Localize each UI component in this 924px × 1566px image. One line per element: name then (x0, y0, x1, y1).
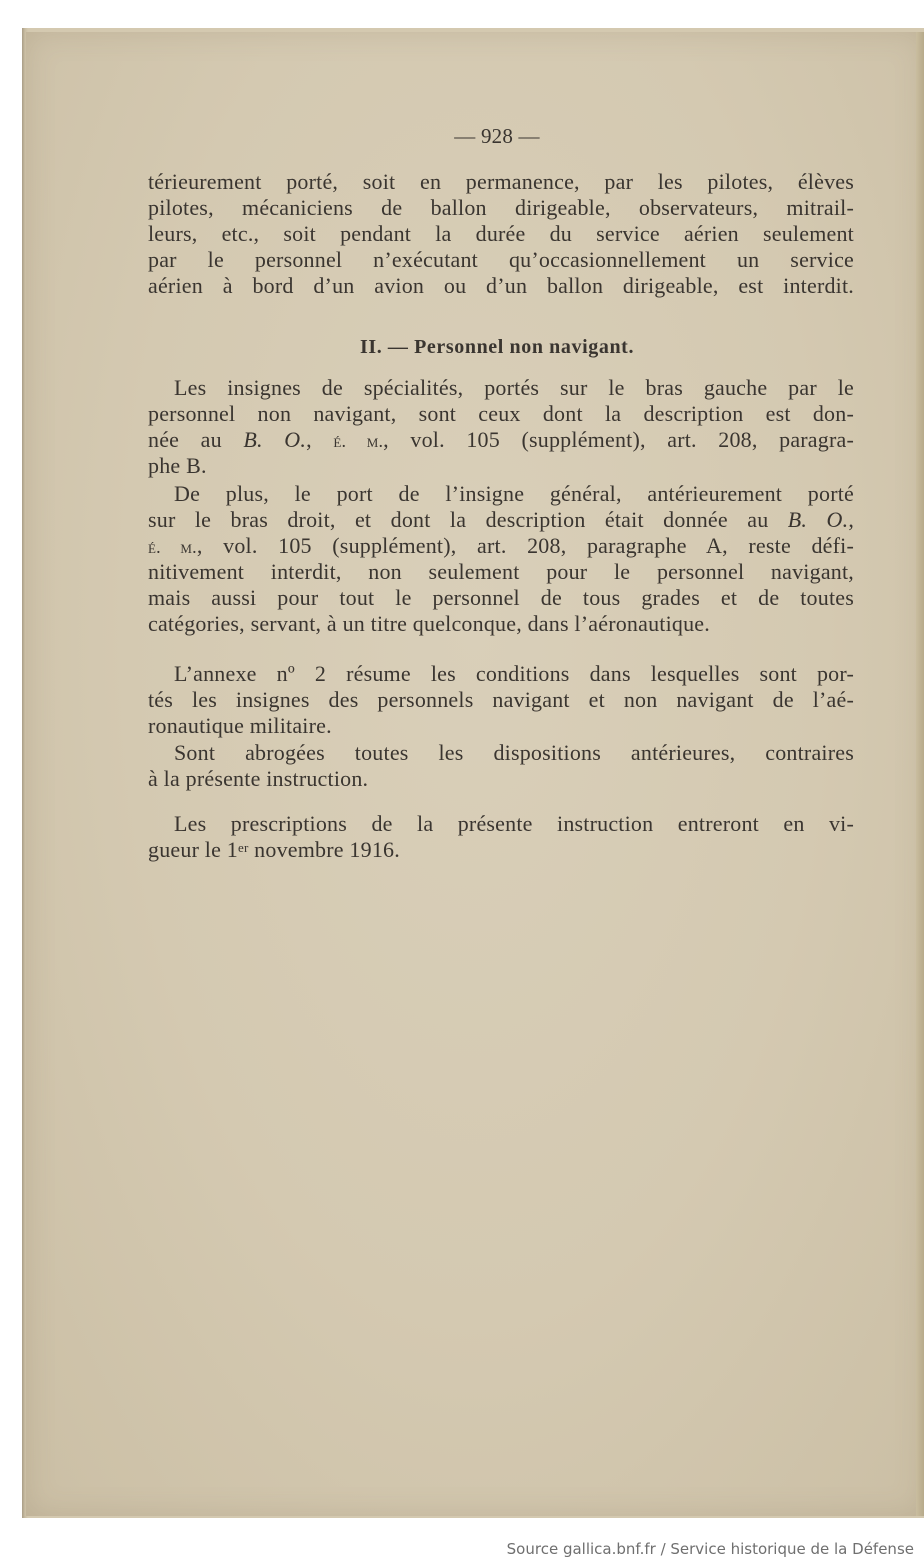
text-fragment: née au (148, 427, 244, 452)
text-line: aérien à bord d’un avion ou d’un ballon dirigeable, est interdit. (148, 273, 854, 298)
text-line (148, 837, 854, 863)
paragraph-4 (148, 661, 854, 739)
text-fragment: gueur le 1 (148, 837, 238, 862)
text-line: catégories, servant, à un titre quelconque, dans l’aéronautique. (148, 611, 710, 636)
text-line: par le personnel n’exécutant qu’occasionnellement un service (148, 247, 854, 272)
text-line (148, 507, 854, 533)
text-line: nitivement interdit, non seulement pour le personnel navigant, (148, 559, 854, 584)
bulletin-ref: B. O. (243, 427, 307, 452)
page-number: — 928 — (454, 124, 540, 148)
text-line: tés les insignes des personnels navigant et non navigant de l’aé- (148, 687, 854, 712)
text-fragment: novembre 1916. (248, 837, 400, 862)
text-line: Sont abrogées toutes les dispositions antérieures, contraires (174, 740, 854, 765)
text-line: L’annexe nº 2 résume les conditions dans lesquelles sont por- (174, 661, 854, 686)
text-fragment: sur le bras droit, et dont la description était donnée au (148, 507, 788, 532)
bulletin-ref: B. O. (787, 507, 849, 532)
text-line: ronautique militaire. (148, 713, 332, 738)
section-heading: II. — Personnel non navigant. (359, 336, 635, 358)
text-line (148, 533, 854, 559)
paragraph-5 (148, 740, 854, 792)
paragraph-3 (148, 481, 854, 637)
text-fragment: , (848, 507, 855, 532)
paragraph-6 (148, 811, 854, 863)
text-line: De plus, le port de l’insigne général, antérieurement porté (174, 481, 854, 506)
em-ref: é. m. (333, 431, 384, 451)
text-line: personnel non navigant, sont ceux dont la description est don- (148, 401, 854, 426)
text-line: térieurement porté, soit en permanence, par les pilotes, élèves (148, 169, 854, 194)
text-fragment: , (306, 427, 334, 452)
text-line: à la présente instruction. (148, 766, 369, 791)
em-ref: é. m. (148, 537, 197, 557)
paragraph-2 (148, 375, 854, 479)
ordinal-superscript: er (237, 840, 249, 855)
text-line: Les insignes de spécialités, portés sur le bras gauche par le (174, 375, 854, 400)
text-line: phe B. (148, 453, 207, 478)
text-line: leurs, etc., soit pendant la durée du service aérien seulement (148, 221, 854, 246)
document-page (26, 32, 924, 1516)
text-line: Les prescriptions de la présente instruction entreront en vi- (174, 811, 854, 836)
text-line: pilotes, mécaniciens de ballon dirigeable, observateurs, mitrail- (148, 195, 854, 220)
paragraph-1 (148, 169, 854, 299)
text-fragment: , vol. 105 (supplément), art. 208, paragra- (383, 427, 854, 452)
text-line (148, 427, 854, 453)
text-fragment: , vol. 105 (supplément), art. 208, paragraphe A, reste défi- (196, 533, 855, 558)
page-edge (916, 32, 924, 1516)
text-line: mais aussi pour tout le personnel de tous grades et de toutes (148, 585, 854, 610)
source-credit: Source gallica.bnf.fr / Service historique de la Défense (506, 1540, 914, 1558)
